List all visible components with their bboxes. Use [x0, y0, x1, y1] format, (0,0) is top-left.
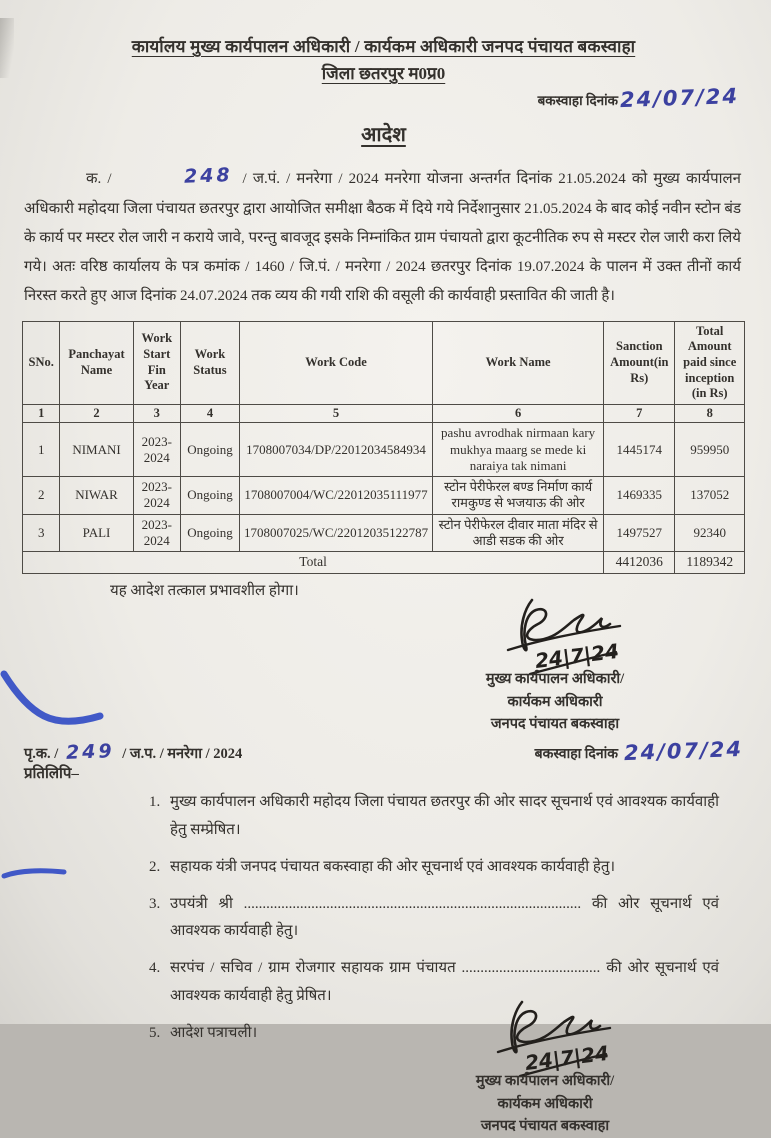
colnum-5: 5 — [239, 404, 432, 423]
blue-pen-mark — [0, 668, 110, 728]
signature-date-text: 24|7|24 — [533, 638, 621, 673]
endorsement-dateline — [534, 737, 744, 766]
cell-sanction: 1445174 — [604, 423, 675, 477]
signatory-designation-1: मुख्य कार्यपालन अधिकारी/ — [485, 671, 625, 688]
table-row — [23, 514, 745, 552]
signatory-designation-2: कार्यकम अधिकारी — [507, 693, 603, 710]
colnum-1: 1 — [23, 404, 60, 423]
cell-year: 2023-2024 — [133, 477, 180, 515]
order-ref-prefix: क. / — [86, 171, 112, 187]
signatory-designation-1: मुख्य कार्यपालन अधिकारी/ — [475, 1073, 615, 1090]
cell-sno: 1 — [23, 423, 60, 477]
signatory-designation-2: कार्यकम अधिकारी — [497, 1095, 593, 1112]
cell-year: 2023-2024 — [133, 514, 180, 552]
col-header-workcode: Work Code — [239, 321, 432, 404]
table-header-row — [23, 321, 745, 404]
colnum-3: 3 — [133, 404, 180, 423]
table-row — [23, 423, 745, 477]
handwritten-endorsement-number: 249 — [65, 740, 115, 765]
copy-item-3: 3. उपयंत्री श्री .......................................................................................... की ओर सूचनार्थ एवं आवश्यक कार्यवाही हेतु। — [164, 891, 719, 947]
cell-workname: स्टोन पेरीफेरल दीवार माता मंदिर से आडी सडक की ओर — [433, 514, 604, 552]
col-header-panchayat: Panchayat Name — [60, 321, 133, 404]
cell-sno: 2 — [23, 477, 60, 515]
signature-scribble — [460, 998, 630, 1084]
signature-scribble — [470, 596, 640, 682]
cell-workcode: 1708007004/WC/22012035111977 — [239, 477, 432, 515]
cell-paid: 92340 — [675, 514, 745, 552]
signatory-office: जनपद पंचायत बकस्वाहा — [490, 715, 620, 732]
cell-panchayat: PALI — [60, 514, 133, 552]
handwritten-endorsement-date: 24/07/24 — [623, 737, 744, 766]
cell-status: Ongoing — [180, 423, 239, 477]
copy-item-4: 4. सरपंच / सचिव / ग्राम रोजगार सहायक ग्राम पंचायत ..................................... की ओर सूचनार्थ एवं आवश्यक कार्यवाही हेतु प्रेषित। — [164, 955, 719, 1011]
endorsement-ref-prefix: पृ.क. / — [24, 746, 59, 763]
cell-sanction: 1469335 — [604, 477, 675, 515]
copy-item-1: 1. मुख्य कार्यपालन अधिकारी महोदय जिला पंचायत छतरपुर की ओर सादर सूचनार्थ एवं आवश्यक कार्यवाही हेतु सम्प्रेषित। — [164, 789, 719, 845]
office-header-line1: कार्यालय मुख्य कार्यपालन अधिकारी / कार्यकम अधिकारी जनपद पंचायत बकस्वाहा — [131, 37, 636, 56]
office-header-line2: जिला छतरपुर म0प्र0 — [321, 64, 446, 83]
cell-workcode: 1708007025/WC/22012035122787 — [239, 514, 432, 552]
order-ref-suffix: / ज.पं. / मनरेगा / 2024 — [242, 171, 379, 187]
handwritten-order-number: 248 — [183, 164, 233, 188]
signature-block-middle — [425, 596, 685, 735]
effect-note: यह आदेश तत्काल प्रभावशील होगा। — [110, 583, 299, 600]
colnum-2: 2 — [60, 404, 133, 423]
date-label: बकस्वाहा दिनांक — [537, 93, 618, 108]
cell-workname: pashu avrodhak nirmaan kary mukhya maarg se mede ki naraiya tak nimani — [433, 423, 604, 477]
cell-year: 2023-2024 — [133, 423, 180, 477]
endorsement-refline — [24, 737, 744, 766]
cell-status: Ongoing — [180, 514, 239, 552]
colnum-7: 7 — [604, 404, 675, 423]
table-row — [23, 477, 745, 515]
cell-paid: 959950 — [675, 423, 745, 477]
col-header-status: Work Status — [180, 321, 239, 404]
total-sanction: 4412036 — [604, 552, 675, 574]
signature-date-text: 24|7|24 — [523, 1041, 611, 1076]
header-dateline — [22, 83, 740, 113]
total-paid: 1189342 — [675, 552, 745, 574]
cell-status: Ongoing — [180, 477, 239, 515]
total-label: Total — [23, 552, 604, 574]
document-title: आदेश — [361, 124, 406, 146]
cell-paid: 137052 — [675, 477, 745, 515]
col-header-paid: Total Amount paid since inception (in Rs) — [675, 321, 745, 404]
column-number-row — [23, 404, 745, 423]
blue-pen-mark — [0, 862, 70, 884]
copy-item-2: 2. सहायक यंत्री जनपद पंचायत बकस्वाहा की ओर सूचनार्थ एवं आवश्यक कार्यवाही हेतु। — [164, 854, 719, 882]
order-body-paragraph — [24, 159, 741, 311]
col-header-workname: Work Name — [433, 321, 604, 404]
endorsement-ref — [24, 741, 242, 763]
col-header-sanction: Sanction Amount(in Rs) — [604, 321, 675, 404]
cell-workname: स्टोन पेरीफेरल बण्ड निर्माण कार्य रामकुण्ड से भजयाऊ की ओर — [433, 477, 604, 515]
table-total-row — [23, 552, 745, 574]
order-body-text: मनरेगा योजना अन्तर्गत दिनांक 21.05.2024 को मुख्य कार्यपालन अधिकारी महोदया जिला पंचायत छतरपुर द्वारा आयोजित समीक्षा बैठक में दिये गये निर्देशानुसार 21.05.2024 के बाद कोई नवीन स्टोन बंड के कार्य पर मस्टर रोल जारी न कराये जावे, परन्तु बावजूद इसके निम्नांकित ग्राम पंचायतो द्वारा कूटनीतिक रुप से मस्टर रोल जारी करा लिये गये। अतः वरिष्ठ कार्यालय के पत्र कमांक / 1460 / जि.पं. / मनरेगा / 2024 छतरपुर दिनांक 19.07.2024 के पालन में उक्त तीनों कार्य निरस्त करते हुए आज दिनांक 24.07.2024 तक व्यय की गयी राशि की वसूली की कार्यवाही प्रस्तावित की जाती है। — [24, 171, 741, 304]
colnum-4: 4 — [180, 404, 239, 423]
works-table — [22, 321, 745, 574]
colnum-8: 8 — [675, 404, 745, 423]
cell-sno: 3 — [23, 514, 60, 552]
cell-workcode: 1708007034/DP/22012034584934 — [239, 423, 432, 477]
endorsement-ref-suffix: / ज.प. / मनरेगा / 2024 — [122, 746, 243, 763]
col-header-year: Work Start Fin Year — [133, 321, 180, 404]
colnum-6: 6 — [433, 404, 604, 423]
col-header-sno: SNo. — [23, 321, 60, 404]
handwritten-date: 24/07/24 — [619, 83, 740, 113]
cell-sanction: 1497527 — [604, 514, 675, 552]
copy-item-5: 5. आदेश पत्राचली। — [164, 1020, 719, 1048]
cell-panchayat: NIMANI — [60, 423, 133, 477]
cell-panchayat: NIWAR — [60, 477, 133, 515]
scan-corner-shadow — [0, 18, 14, 78]
copy-to-label: प्रतिलिपि– — [24, 766, 79, 783]
signature-block-bottom — [415, 998, 675, 1137]
endorsement-date-label: बकस्वाहा दिनांक — [534, 747, 618, 763]
signatory-office: जनपद पंचायत बकस्वाहा — [480, 1118, 610, 1135]
